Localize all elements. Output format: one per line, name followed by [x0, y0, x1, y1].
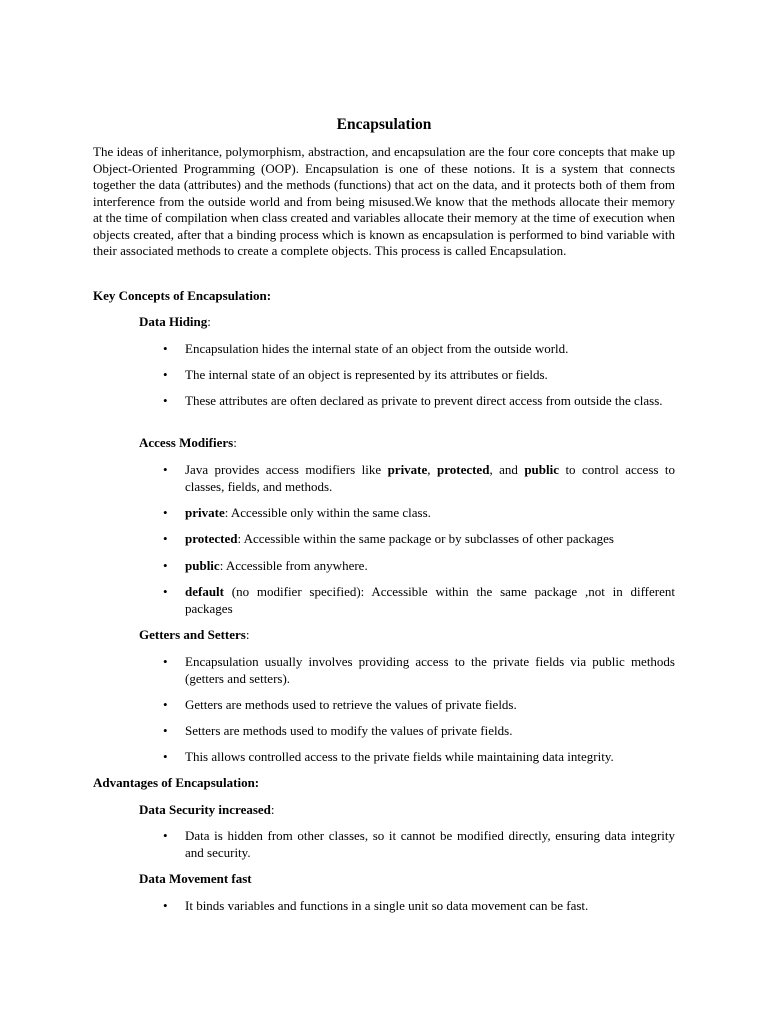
list-item: Encapsulation usually involves providing access to the private fields via public methods (getters and setters). [185, 654, 675, 686]
list-item: The internal state of an object is represented by its attributes or fields. [185, 367, 548, 382]
list-item: protected: Accessible within the same package or by subclasses of other packages [185, 531, 614, 546]
bullet-icon: • [163, 531, 168, 546]
getters-setters-heading: Getters and Setters: [139, 627, 250, 642]
bullet-icon: • [163, 558, 168, 573]
list-item: Encapsulation hides the internal state of an object from the outside world. [185, 341, 569, 356]
access-modifiers-heading: Access Modifiers: [139, 435, 237, 450]
bullet-icon: • [163, 341, 168, 356]
bullet-icon: • [163, 462, 168, 477]
list-item: These attributes are often declared as private to prevent direct access from outside the class. [185, 393, 663, 408]
list-item: Data is hidden from other classes, so it cannot be modified directly, ensuring data integrity and security. [185, 828, 675, 860]
bullet-icon: • [163, 367, 168, 382]
list-item: default (no modifier specified): Accessible within the same package ,not in different packages [185, 584, 675, 616]
data-hiding-heading: Data Hiding: [139, 314, 211, 329]
advantages-heading: Advantages of Encapsulation: [93, 775, 260, 790]
list-item: It binds variables and functions in a single unit so data movement can be fast. [185, 898, 589, 913]
bullet-icon: • [163, 898, 168, 913]
list-item: public: Accessible from anywhere. [185, 558, 368, 573]
list-item: Setters are methods used to modify the values of private fields. [185, 723, 513, 738]
key-concepts-heading: Key Concepts of Encapsulation: [93, 288, 272, 303]
data-security-heading: Data Security increased: [139, 802, 275, 817]
list-item: Getters are methods used to retrieve the values of private fields. [185, 697, 517, 712]
bullet-icon: • [163, 828, 168, 843]
document-title: Encapsulation [336, 116, 432, 133]
bullet-icon: • [163, 654, 168, 669]
bullet-icon: • [163, 697, 168, 712]
list-item: Java provides access modifiers like private, protected, and public to control access to classes, fields, and methods. [185, 462, 675, 494]
bullet-icon: • [163, 723, 168, 738]
list-item: private: Accessible only within the same class. [185, 505, 431, 520]
list-item: This allows controlled access to the private fields while maintaining data integrity. [185, 749, 614, 764]
bullet-icon: • [163, 393, 168, 408]
data-movement-heading: Data Movement fast [139, 871, 252, 886]
bullet-icon: • [163, 584, 168, 599]
intro-paragraph: The ideas of inheritance, polymorphism, abstraction, and encapsulation are the four core concepts that make up Object-Oriented Programming (OOP). Encapsulation is one of these notions. It is a system that connects together the data (attributes) and the methods (functions) that act on the data, and it protects both of them from interference from the outside world and from being misused.We know that the methods allocate their memory at the time of compilation when class created and variables allocate their memory at the time of execution when objects created, after that a binding process which is known as encapsulation is performed to bind variable with their associated methods to create a complete objects. This process is called Encapsulation. [93, 144, 675, 258]
bullet-icon: • [163, 505, 168, 520]
bullet-icon: • [163, 749, 168, 764]
